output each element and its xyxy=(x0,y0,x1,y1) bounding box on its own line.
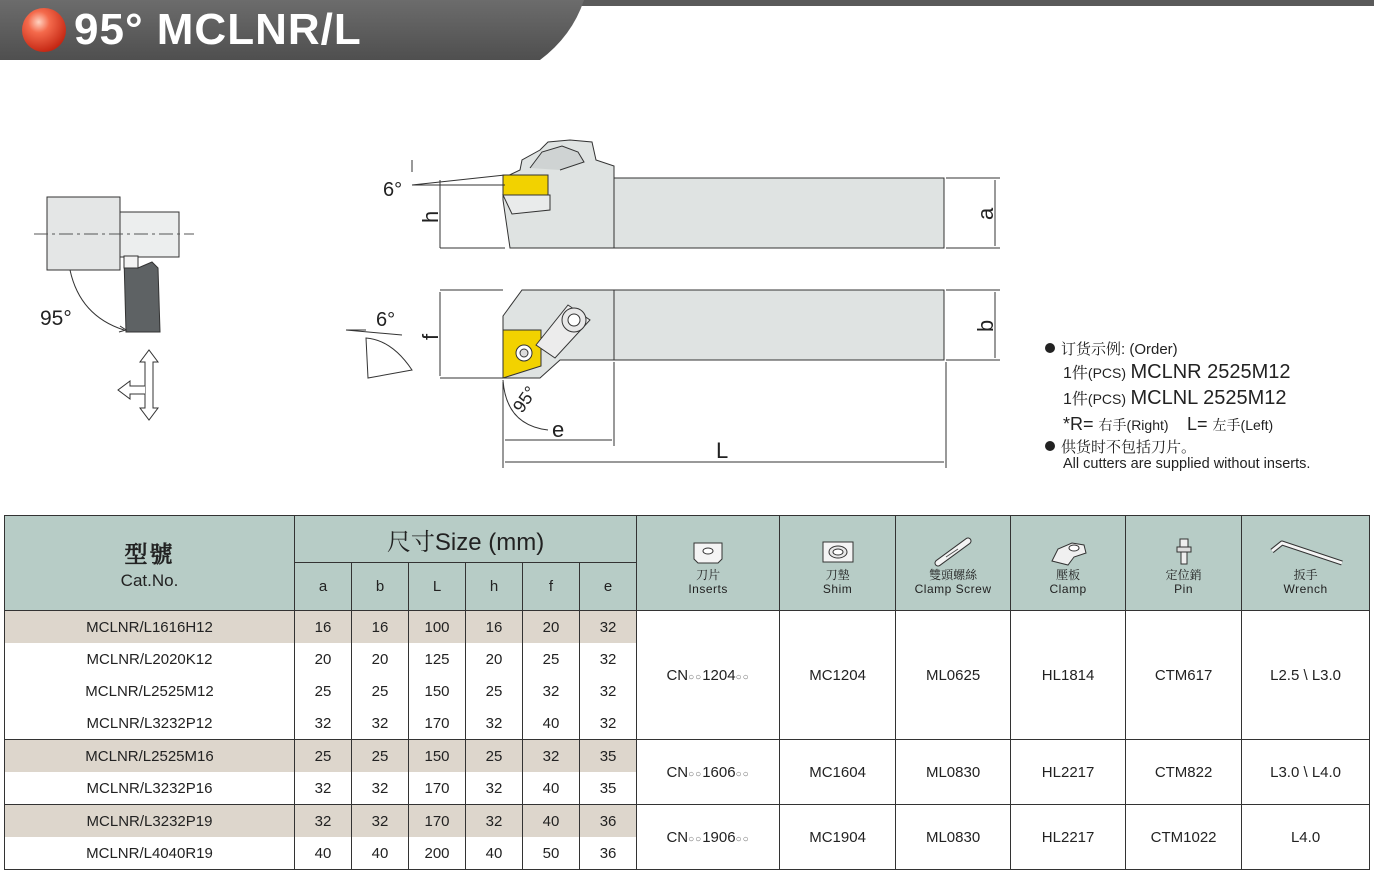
parts-header-shim: 刀墊 Shim xyxy=(780,516,896,611)
size-header: 尺寸Size (mm) xyxy=(295,516,637,563)
shim-cell: MC1904 xyxy=(780,805,896,870)
parts-header-clamp: 壓板 Clamp xyxy=(1011,516,1126,611)
cell-h: 32 xyxy=(466,805,523,838)
dim-header-h: h xyxy=(466,563,523,611)
cell-a: 20 xyxy=(295,643,352,675)
supply-note-cn: 供货时不包括刀片。 xyxy=(1045,436,1196,457)
tool-plan-view xyxy=(346,290,1000,468)
clamp-screw-icon xyxy=(928,537,978,567)
cell-f: 20 xyxy=(523,611,580,644)
cell-L: 200 xyxy=(409,837,466,870)
cell-e: 32 xyxy=(580,707,637,740)
dim-header-b: b xyxy=(352,563,409,611)
parts-header-clamp-screw: 雙頭螺絲 Clamp Screw xyxy=(896,516,1011,611)
cell-a: 40 xyxy=(295,837,352,870)
model-cell: MCLNR/L3232P19 xyxy=(5,805,295,838)
pin-cell: CTM822 xyxy=(1126,740,1242,805)
cell-L: 100 xyxy=(409,611,466,644)
insert-cell: CN○○1906○○ xyxy=(637,805,780,870)
insert-cell: CN○○1606○○ xyxy=(637,740,780,805)
screw-cell: ML0625 xyxy=(896,611,1011,740)
cell-f: 25 xyxy=(523,643,580,675)
cell-b: 16 xyxy=(352,611,409,644)
dim-header-a: a xyxy=(295,563,352,611)
angle-6-top-label: 6° xyxy=(383,179,403,201)
cell-a: 32 xyxy=(295,707,352,740)
cell-e: 35 xyxy=(580,740,637,773)
table-row xyxy=(5,805,1370,838)
cell-f: 40 xyxy=(523,805,580,838)
insert-icon xyxy=(688,537,728,567)
wrench-cell: L4.0 xyxy=(1242,805,1370,870)
model-cell: MCLNR/L2020K12 xyxy=(5,643,295,675)
cell-a: 16 xyxy=(295,611,352,644)
cell-e: 32 xyxy=(580,643,637,675)
clamp-icon xyxy=(1046,537,1090,567)
dim-f-label: f xyxy=(418,333,443,340)
cell-L: 170 xyxy=(409,805,466,838)
cell-h: 32 xyxy=(466,707,523,740)
cell-h: 32 xyxy=(466,772,523,805)
cell-L: 150 xyxy=(409,740,466,773)
screw-cell: ML0830 xyxy=(896,740,1011,805)
pin-cell: CTM617 xyxy=(1126,611,1242,740)
cell-L: 125 xyxy=(409,643,466,675)
dim-e-label: e xyxy=(552,417,565,442)
cell-h: 40 xyxy=(466,837,523,870)
model-cell: MCLNR/L1616H12 xyxy=(5,611,295,644)
order-example-2: 1件(PCS) MCLNL 2525M12 xyxy=(1063,387,1287,409)
cell-f: 40 xyxy=(523,772,580,805)
clamp-cell: HL2217 xyxy=(1011,805,1126,870)
insert-cell: CN○○1204○○ xyxy=(637,611,780,740)
model-header: 型號 Cat.No. xyxy=(5,516,295,611)
feed-direction-icon xyxy=(118,350,158,420)
order-hand-note: *R= 右手(Right) L= 左手(Left) xyxy=(1063,414,1274,434)
cell-e: 32 xyxy=(580,611,637,644)
wrench-cell: L2.5 \ L3.0 xyxy=(1242,611,1370,740)
dim-header-e: e xyxy=(580,563,637,611)
angle-95-bottom-label: 95° xyxy=(508,382,541,417)
cell-h: 20 xyxy=(466,643,523,675)
cell-L: 170 xyxy=(409,707,466,740)
screw-cell: ML0830 xyxy=(896,805,1011,870)
cell-b: 25 xyxy=(352,740,409,773)
pin-icon xyxy=(1172,537,1196,567)
cell-f: 32 xyxy=(523,675,580,707)
cell-b: 32 xyxy=(352,772,409,805)
wrench-icon xyxy=(1266,537,1346,567)
cell-b: 32 xyxy=(352,707,409,740)
tool-side-view xyxy=(412,140,1000,248)
cell-a: 32 xyxy=(295,805,352,838)
cell-f: 40 xyxy=(523,707,580,740)
dim-header-L: L xyxy=(409,563,466,611)
tool-diagram xyxy=(0,64,1040,484)
dim-header-f: f xyxy=(523,563,580,611)
clamp-cell: HL1814 xyxy=(1011,611,1126,740)
cell-e: 36 xyxy=(580,805,637,838)
order-example-1: 1件(PCS) MCLNR 2525M12 xyxy=(1063,361,1291,383)
table-row xyxy=(5,611,1370,644)
parts-header-wrench: 扳手 Wrench xyxy=(1242,516,1370,611)
shim-cell: MC1604 xyxy=(780,740,896,805)
clamp-cell: HL2217 xyxy=(1011,740,1126,805)
parts-header-inserts: 刀片 Inserts xyxy=(637,516,780,611)
cell-b: 25 xyxy=(352,675,409,707)
cell-f: 50 xyxy=(523,837,580,870)
table-row xyxy=(5,740,1370,773)
spec-table xyxy=(4,515,1370,870)
model-cell: MCLNR/L3232P12 xyxy=(5,707,295,740)
wrench-cell: L3.0 \ L4.0 xyxy=(1242,740,1370,805)
bullet-icon xyxy=(1045,441,1055,451)
cell-L: 150 xyxy=(409,675,466,707)
dim-L-label: L xyxy=(716,438,729,463)
cell-e: 35 xyxy=(580,772,637,805)
cell-b: 32 xyxy=(352,805,409,838)
cell-e: 32 xyxy=(580,675,637,707)
page-title: 95° MCLNR/L xyxy=(74,5,362,54)
dim-h-label: h xyxy=(418,210,443,223)
model-cell: MCLNR/L2525M12 xyxy=(5,675,295,707)
model-cell: MCLNR/L3232P16 xyxy=(5,772,295,805)
angle-6-bottom-label: 6° xyxy=(376,309,396,331)
cell-b: 40 xyxy=(352,837,409,870)
shim-icon xyxy=(818,537,858,567)
dim-b-label: b xyxy=(973,319,998,332)
cell-h: 25 xyxy=(466,675,523,707)
cell-h: 16 xyxy=(466,611,523,644)
cell-f: 32 xyxy=(523,740,580,773)
pin-cell: CTM1022 xyxy=(1126,805,1242,870)
cell-b: 20 xyxy=(352,643,409,675)
cell-a: 25 xyxy=(295,675,352,707)
supply-note-en: All cutters are supplied without inserts. xyxy=(1063,456,1311,472)
order-heading: 订货示例: (Order) xyxy=(1045,338,1178,359)
parts-header-pin: 定位銷 Pin xyxy=(1126,516,1242,611)
header-ball-icon xyxy=(22,8,66,52)
cell-L: 170 xyxy=(409,772,466,805)
shim-cell: MC1204 xyxy=(780,611,896,740)
cell-a: 25 xyxy=(295,740,352,773)
model-cell: MCLNR/L2525M16 xyxy=(5,740,295,773)
cell-a: 32 xyxy=(295,772,352,805)
cell-h: 25 xyxy=(466,740,523,773)
cell-e: 36 xyxy=(580,837,637,870)
bullet-icon xyxy=(1045,343,1055,353)
angle-95-left-label: 95° xyxy=(40,307,72,330)
model-cell: MCLNR/L4040R19 xyxy=(5,837,295,870)
dim-a-label: a xyxy=(973,207,998,220)
